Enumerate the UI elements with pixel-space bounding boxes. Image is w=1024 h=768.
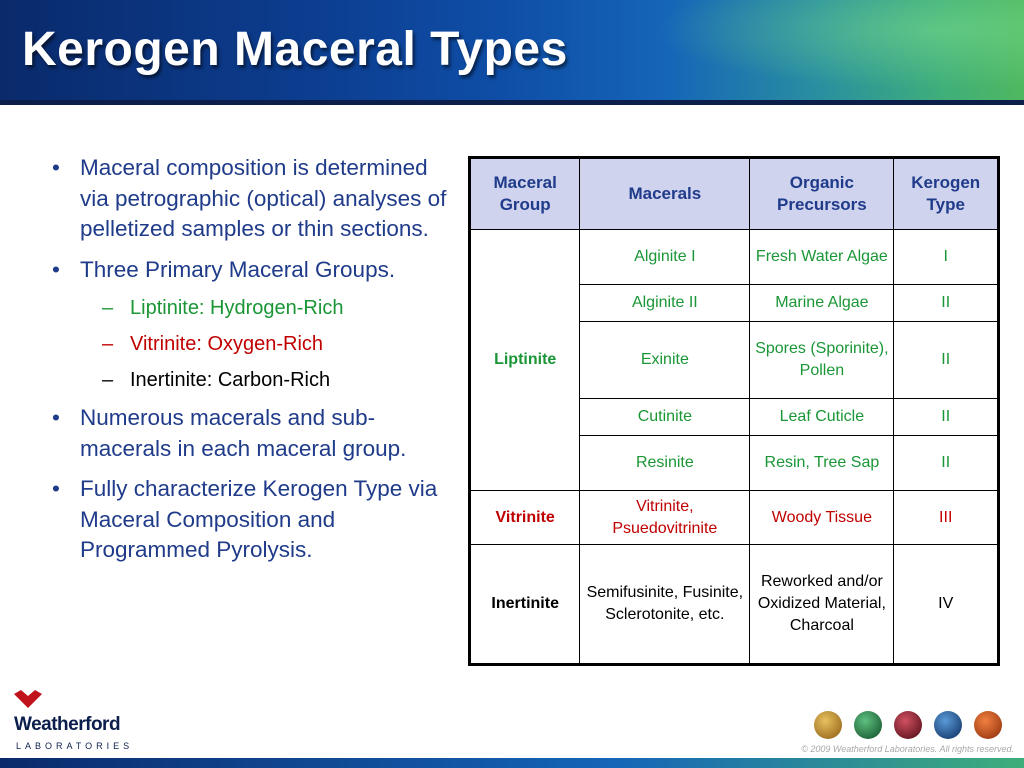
fossil-icon: [854, 711, 882, 739]
table-row: [470, 230, 999, 285]
bullet-marker: •: [52, 155, 60, 180]
table-cell: II: [894, 285, 999, 322]
bullet-text: Numerous macerals and sub-macerals in each maceral group.: [80, 405, 407, 461]
header-cell: Macerals: [580, 158, 750, 230]
table-row: [470, 545, 999, 665]
bullet-marker: •: [52, 256, 60, 282]
table-cell: Fresh Water Algae: [750, 230, 894, 285]
bullet-item: [52, 153, 462, 245]
group-cell-liptinite: Liptinite: [470, 230, 580, 491]
table-cell: IV: [894, 545, 999, 665]
bullet-marker: •: [52, 405, 60, 430]
oil-drop-icon: [934, 711, 962, 739]
bullet-text: Maceral composition is determined via petrographic (optical) analyses of pelletized samples or thin sections.: [80, 155, 447, 241]
table-cell: Reworked and/or Oxidized Material, Charcoal: [750, 545, 894, 665]
slide-title: Kerogen Maceral Types: [22, 23, 568, 76]
sub-bullet-vitrinite: [52, 331, 462, 357]
bullet-text: Fully characterize Kerogen Type via Maceral Composition and Programmed Pyrolysis.: [80, 476, 438, 562]
copyright-text: © 2009 Weatherford Laboratories. All rights reserved.: [801, 744, 1014, 754]
logo-chevron-icon: [14, 690, 42, 710]
table-cell: Exinite: [580, 322, 750, 399]
sub-bullet-text: Liptinite: Hydrogen-Rich: [130, 297, 344, 319]
table-cell: Vitrinite, Psuedovitrinite: [580, 491, 750, 545]
bullet-item: [52, 403, 462, 464]
table-cell: II: [894, 322, 999, 399]
footer-bar: [0, 758, 1024, 768]
mineral-icon: [974, 711, 1002, 739]
organism-icon: [894, 711, 922, 739]
group-cell-vitrinite: Vitrinite: [470, 491, 580, 545]
table-cell: Marine Algae: [750, 285, 894, 322]
bullet-item: [52, 474, 462, 566]
sub-bullet-liptinite: [52, 295, 462, 321]
dash-marker: –: [102, 333, 114, 355]
dash-marker: –: [102, 369, 114, 391]
logo-subtitle: LABORATORIES: [16, 741, 134, 751]
table-header-row: [470, 158, 999, 230]
table-cell: Cutinite: [580, 399, 750, 436]
table-cell: II: [894, 399, 999, 436]
table-cell: Leaf Cuticle: [750, 399, 894, 436]
bullet-item: [52, 255, 462, 286]
banner-divider: [0, 100, 1024, 105]
header-cell: Organic Precursors: [750, 158, 894, 230]
logo-name: Weatherford: [14, 714, 121, 735]
table-cell: Alginite I: [580, 230, 750, 285]
footer-icon-strip: [814, 711, 1002, 739]
sub-bullet-inertinite: [52, 367, 462, 393]
rock-core-icon: [814, 711, 842, 739]
table-cell: Spores (Sporinite), Pollen: [750, 322, 894, 399]
table-cell: I: [894, 230, 999, 285]
table-cell: II: [894, 436, 999, 491]
table-cell: Resinite: [580, 436, 750, 491]
group-cell-inertinite: Inertinite: [470, 545, 580, 665]
table-row: [470, 491, 999, 545]
sub-bullet-text: Vitrinite: Oxygen-Rich: [130, 333, 324, 355]
table-cell: Resin, Tree Sap: [750, 436, 894, 491]
bullet-text: Three Primary Maceral Groups.: [80, 256, 396, 282]
bullet-marker: •: [52, 476, 60, 501]
table-cell: Semifusinite, Fusinite, Sclerotonite, etc.: [580, 545, 750, 665]
table-cell: Alginite II: [580, 285, 750, 322]
sub-bullet-text: Inertinite: Carbon-Rich: [130, 369, 331, 391]
header-cell: Kerogen Type: [894, 158, 999, 230]
dash-marker: –: [102, 297, 114, 319]
table-cell: Woody Tissue: [750, 491, 894, 545]
bullet-list: [52, 153, 462, 576]
maceral-table: [468, 156, 1000, 666]
header-cell: Maceral Group: [470, 158, 580, 230]
weatherford-logo: [14, 690, 134, 751]
table-cell: III: [894, 491, 999, 545]
